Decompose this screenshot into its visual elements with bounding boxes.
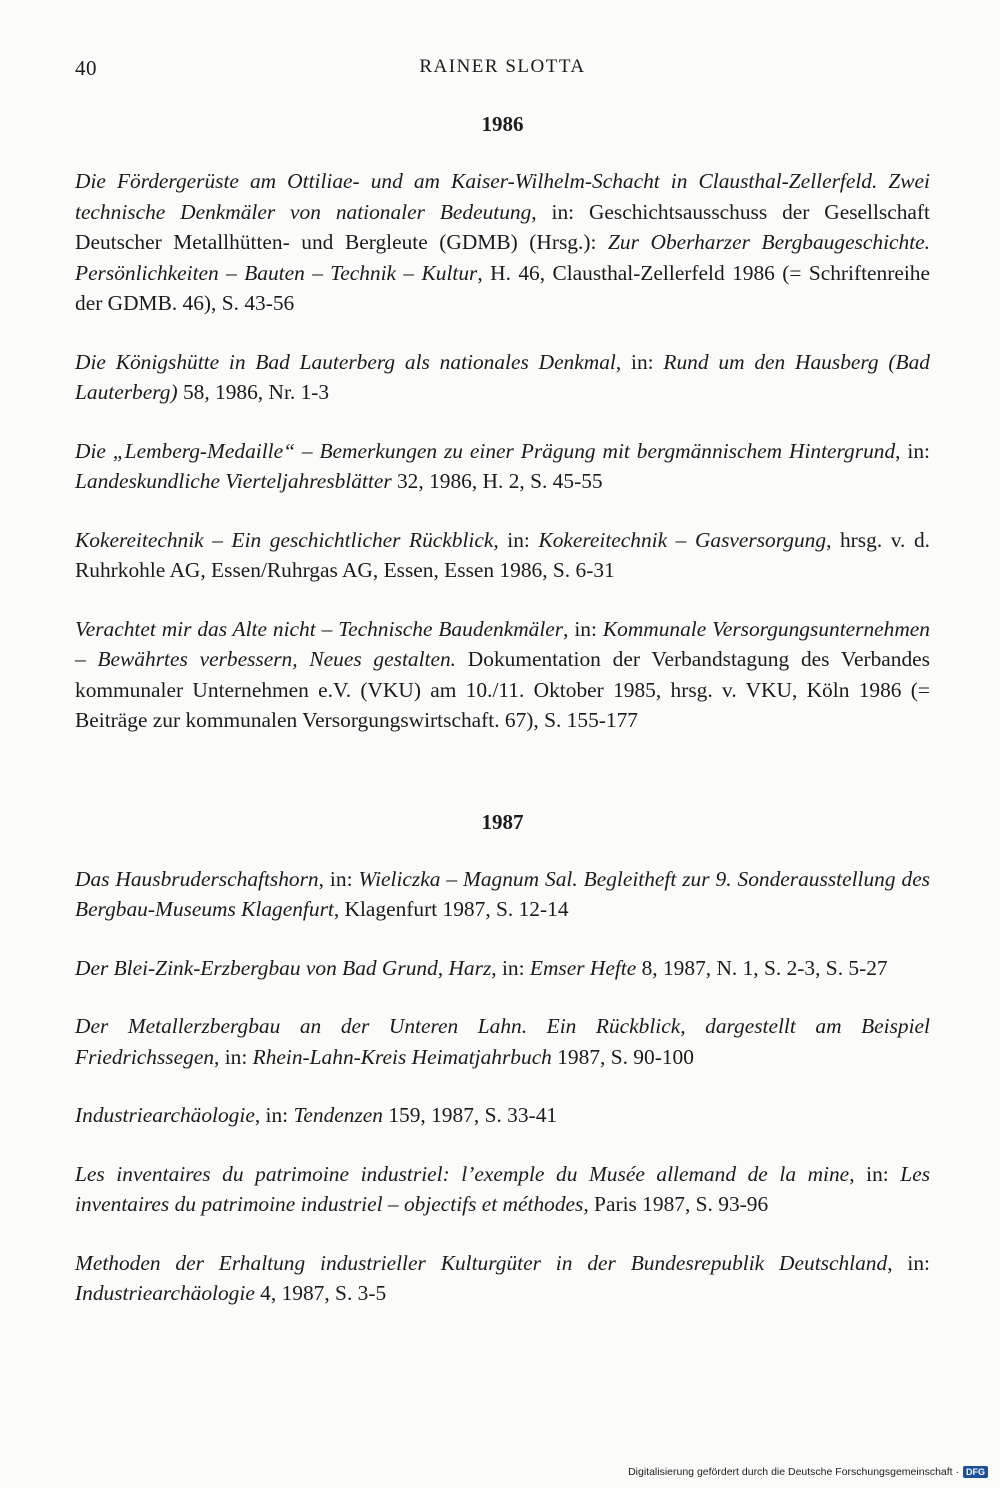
entry-spacer [75,1131,930,1159]
entry-title-italic: Les inventaires du patrimoine industriel – objectifs et méthodes [75,1161,931,1216]
bibliography-entry [75,1100,930,1131]
entry-text: , in: [563,616,603,641]
entry-spacer [75,1220,930,1248]
entry-title-italic: Rund um den Hausberg (Bad Lauterberg) [75,349,931,404]
entry-text: , in: [615,349,664,374]
entry-text: , in: [887,1250,930,1275]
running-head: RAINER SLOTTA [419,56,586,77]
entry-text: , H. 46, Clausthal-Zellerfeld 1986 (= Schriftenreihe der GDMB. 46), S. 43-56 [75,260,930,315]
entry-title-italic: Das Hausbruderschaftshorn [75,866,319,891]
bibliography-entry [75,864,930,925]
entry-title-italic: Industriearchäologie [75,1281,255,1305]
page-header [75,56,930,86]
entry-spacer [75,838,930,864]
entry-title-italic: Kokereitechnik – Gasversorgung [538,527,827,552]
entry-spacer [75,408,930,436]
entry-text: , in: [493,527,539,552]
entry-title-italic: Industriearchäologie [75,1103,255,1127]
entry-text: 1987, S. 90-100 [551,1044,694,1069]
entry-spacer [75,319,930,347]
entry-spacer [75,497,930,525]
bibliography-entry [75,525,930,586]
entry-spacer [75,925,930,953]
section-spacer [75,736,930,806]
entry-title-italic: Kommunale Versorgungsunternehmen – Bewährtes verbessern, Neues gestalten. [75,616,930,671]
entry-text: Dokumentation der Verbandstagung des Verbandes kommunaler Unternehmen e.V. (VKU) am 10./11. Oktober 1985, hrsg. v. VKU, Köln 1986 (= Beiträge zur kommunalen Versorgungswirtschaft. 67), S. 155-177 [75,647,930,732]
digitization-footer [628,1466,988,1478]
bibliography-entry [75,1159,930,1220]
entry-text: , Klagenfurt 1987, S. 12-14 [333,897,569,921]
entry-title-italic: Tendenzen [293,1103,383,1127]
entry-title-italic: Kokereitechnik – Ein geschichtlicher Rückblick [75,527,494,552]
bibliography-entry [75,1011,930,1072]
entry-text: 4, 1987, S. 3-5 [254,1281,387,1305]
bibliography-entry [75,166,930,319]
entry-text: 32, 1986, H. 2, S. 45-55 [391,469,603,493]
bibliography-entry [75,953,930,984]
entry-text: 58, 1986, Nr. 1-3 [177,380,330,404]
entry-title-italic: Der Metallerzbergbau an der Unteren Lahn. Ein Rückblick, dargestellt am Beispiel Friedrichssegen [75,1014,930,1069]
entry-title-italic: Die Königshütte in Bad Lauterberg als nationales Denkmal [75,349,616,374]
entry-title-italic: Der Blei-Zink-Erzbergbau von Bad Grund, Harz [75,955,492,980]
year-heading: 1987 [481,809,524,834]
entry-text: , in: [214,1044,253,1069]
bibliography-entry [75,436,930,497]
entry-text: , in: [254,1103,294,1127]
entry-title-italic: Zur Oberharzer Bergbaugeschichte. Persönlichkeiten – Bauten – Technik – Kultur [75,230,930,285]
entry-spacer [75,586,930,614]
bibliography-entry [75,614,930,736]
page-number: 40 [75,56,97,80]
entry-text: 8, 1987, N. 1, S. 2-3, S. 5-27 [636,955,888,980]
entry-title-italic: Emser Hefte [529,955,637,980]
entry-text: , in: [895,438,931,463]
entry-text: , in: Geschichtsausschuss der Gesellschaft Deutscher Metallhütten- und Bergleute (GDMB) (Hrsg.): [75,199,930,254]
entry-text: , in: [318,866,359,891]
entry-text: , in: [849,1161,901,1186]
entry-title-italic: Verachtet mir das Alte nicht – Technische Baudenkmäler [75,616,564,641]
entry-title-italic: Les inventaires du patrimoine industriel: l’exemple du Musée allemand de la mine [75,1161,850,1186]
bibliography-entry [75,1248,930,1309]
entry-spacer [75,983,930,1011]
entry-title-italic: Die „Lemberg-Medaille“ – Bemerkungen zu einer Prägung mit bergmännischem Hintergrund [75,438,896,463]
entry-title-italic: Die Fördergerüste am Ottiliae- und am Kaiser-Wilhelm-Schacht in Clausthal-Zellerfeld. Zwei technische Denkmäler von nationaler Bedeutung [75,169,930,224]
entry-spacer [75,140,930,166]
dfg-logo-icon: DFG [963,1466,988,1478]
year-heading: 1986 [481,112,524,136]
entry-text: 159, 1987, S. 33-41 [382,1103,558,1127]
footer-text: Digitalisierung gefördert durch die Deutsche Forschungsgemeinschaft · [628,1466,959,1478]
entry-title-italic: Rhein-Lahn-Kreis Heimatjahrbuch [252,1044,552,1069]
entry-text: , in: [491,955,530,980]
entry-text: , Paris 1987, S. 93-96 [583,1192,769,1216]
entry-title-italic: Methoden der Erhaltung industrieller Kulturgüter in der Bundesrepublik Deutschland [75,1250,888,1275]
entry-text: , hrsg. v. d. Ruhrkohle AG, Essen/Ruhrgas AG, Essen, Essen 1986, S. 6-31 [75,527,931,582]
entry-title-italic: Wieliczka – Magnum Sal. Begleitheft zur 9. Sonderausstellung des Bergbau-Museums Klagenfurt [75,866,931,921]
entry-spacer [75,1072,930,1100]
bibliography [75,108,930,1309]
bibliography-entry [75,347,930,408]
entry-title-italic: Landeskundliche Vierteljahresblätter [75,469,392,493]
